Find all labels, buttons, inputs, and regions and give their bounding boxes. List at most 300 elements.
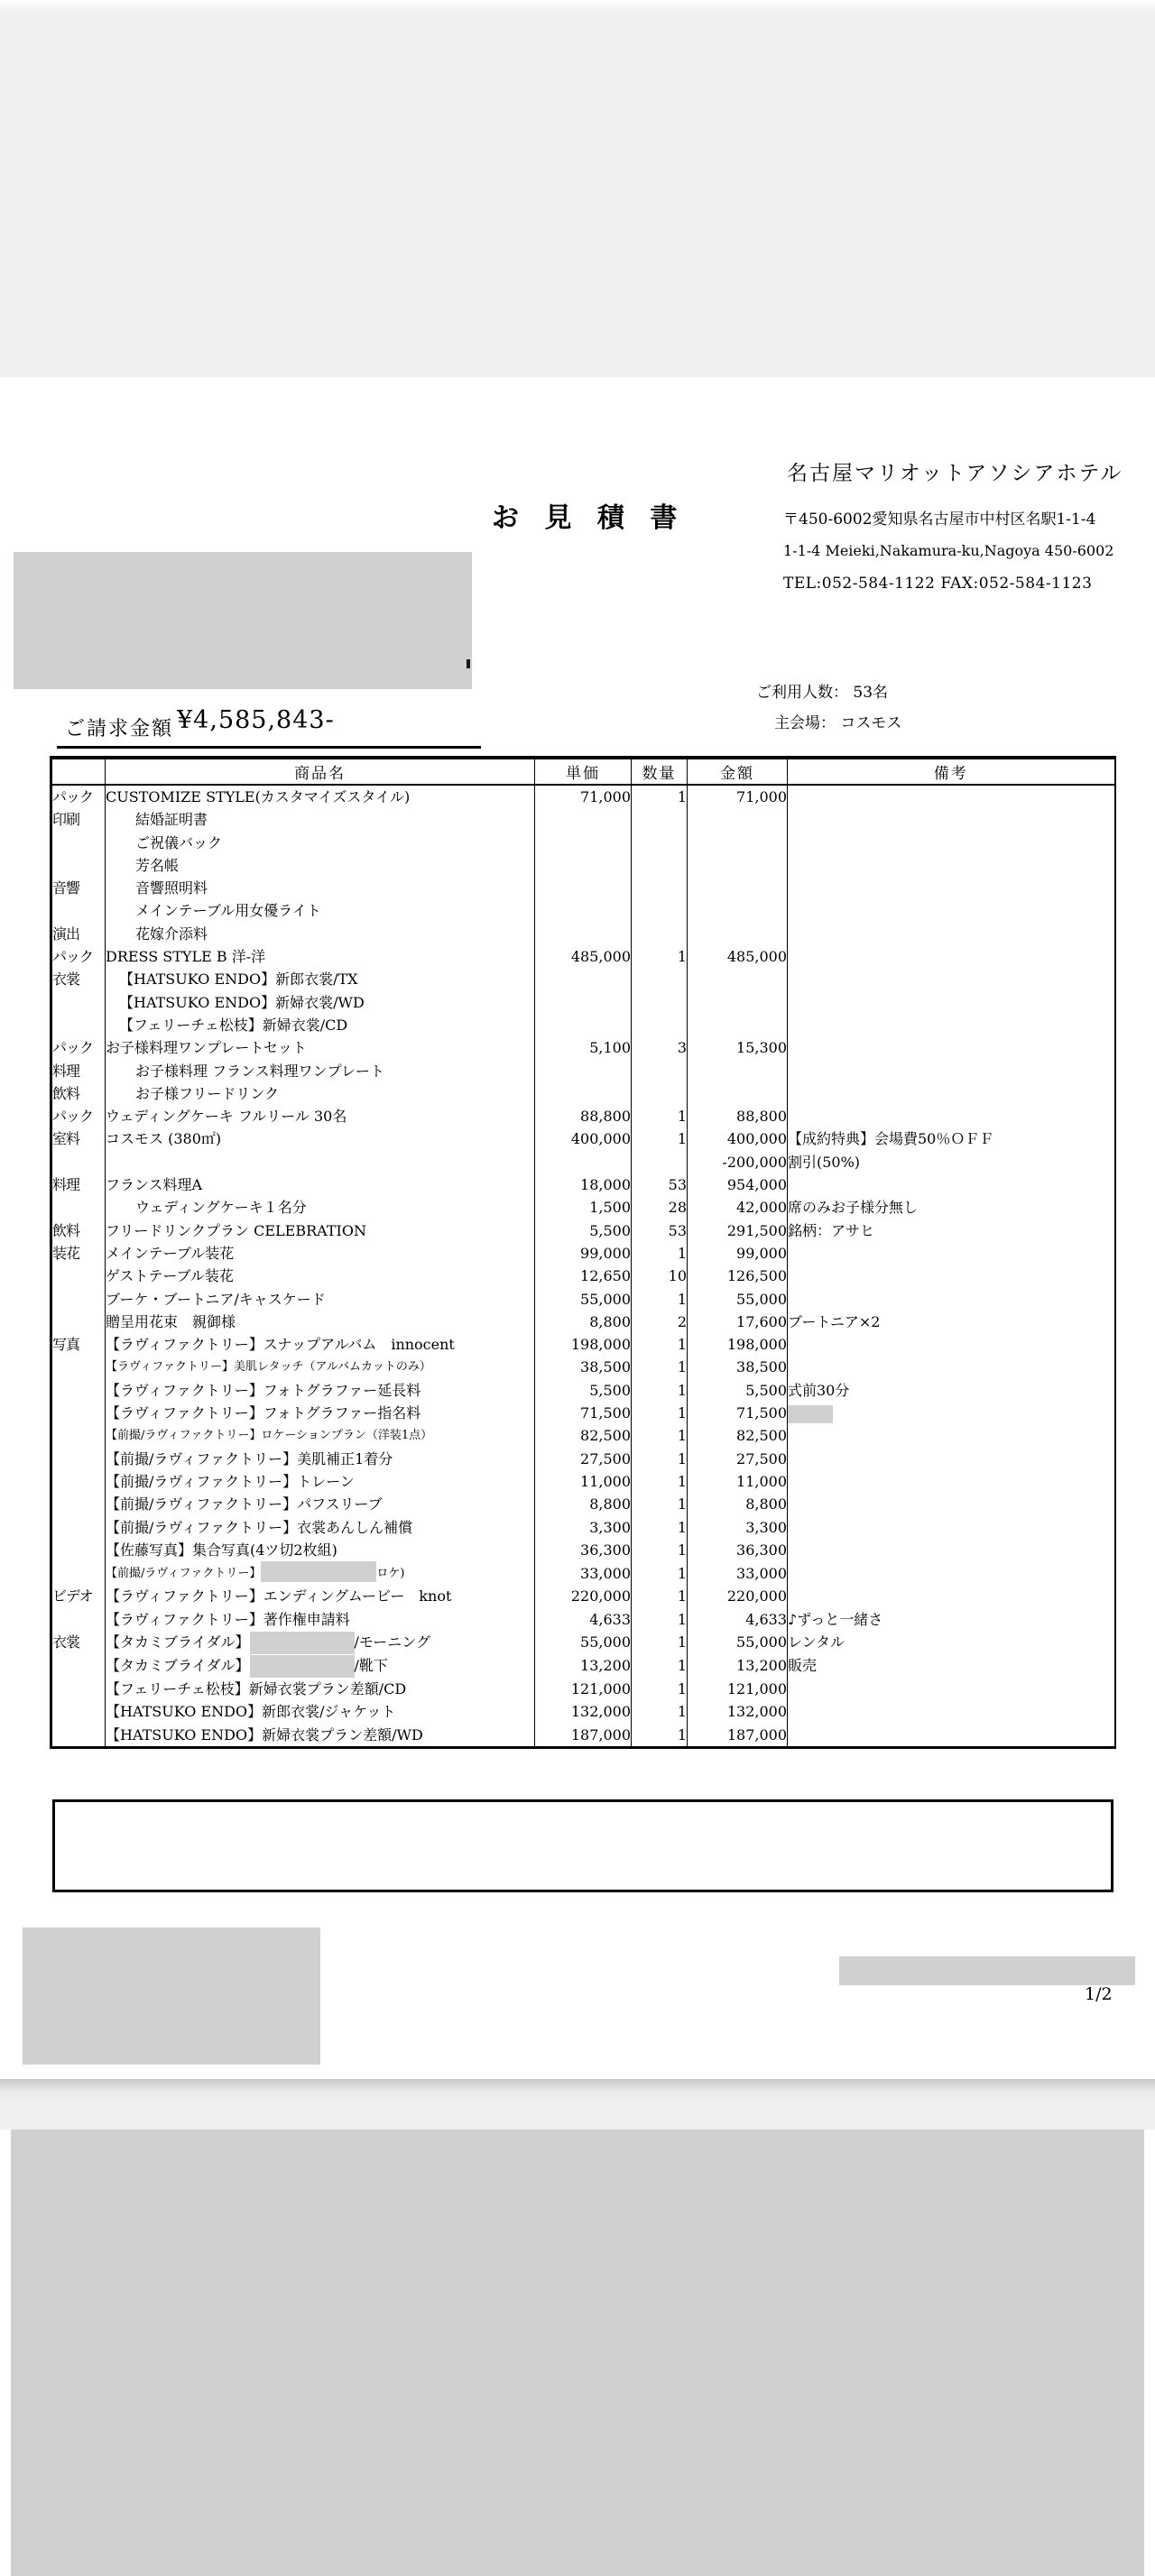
amount-cell: 121,000	[688, 1678, 788, 1700]
table-row	[51, 1654, 1115, 1678]
amount-cell: 400,000	[688, 1127, 788, 1150]
table-row	[51, 1608, 1115, 1631]
category-cell	[51, 1516, 106, 1539]
item-cell: フランス料理A	[106, 1173, 535, 1196]
category-cell	[51, 1678, 106, 1700]
unit-price-cell: 5,500	[535, 1219, 632, 1242]
quantity-cell	[632, 877, 688, 899]
remarks-cell	[788, 1288, 1115, 1311]
unit-price-cell	[535, 1151, 632, 1173]
category-cell: ビデオ	[52, 1587, 93, 1605]
quantity-cell: 1	[632, 1379, 688, 1402]
page-gap-band	[0, 2079, 1155, 2130]
quantity-cell: 3	[632, 1036, 688, 1059]
unit-price-cell	[535, 923, 632, 945]
amount-cell: 126,500	[688, 1265, 788, 1287]
unit-price-cell: 88,800	[535, 1105, 632, 1127]
category-cell	[51, 1700, 106, 1723]
category-cell: 室料	[52, 1130, 80, 1148]
quantity-cell	[632, 968, 688, 990]
amount-cell: -200,000	[688, 1151, 788, 1173]
item-cell: 【HATSUKO ENDO】新婦衣裳プラン差額/WD	[106, 1724, 535, 1748]
main-venue: 主会場： コスモス	[774, 714, 902, 732]
item-cell: メインテーブル装花	[106, 1242, 535, 1265]
amount-cell	[688, 877, 788, 899]
quantity-cell: 53	[632, 1173, 688, 1196]
unit-price-cell	[535, 1014, 632, 1036]
amount-cell: 42,000	[688, 1196, 788, 1219]
category-cell	[51, 1402, 106, 1424]
quantity-cell: 1	[632, 1333, 688, 1356]
item-cell: 【ラヴィファクトリー】美肌レタッチ（アルバムカットのみ）	[106, 1356, 535, 1378]
table-row	[51, 945, 1115, 968]
category-cell	[51, 1265, 106, 1287]
amount-cell: 71,000	[688, 785, 788, 808]
quantity-cell: 1	[632, 945, 688, 968]
item-cell: 【前撮/ラヴィファクトリー】パフスリーブ	[106, 1493, 535, 1515]
quantity-cell: 1	[632, 1724, 688, 1748]
quantity-cell: 1	[632, 1608, 688, 1631]
category-cell: パック	[52, 1108, 94, 1126]
category-cell	[51, 1379, 106, 1402]
unit-price-cell: 38,500	[535, 1356, 632, 1378]
amount-cell	[688, 968, 788, 990]
category-cell	[51, 854, 106, 877]
category-cell	[51, 1493, 106, 1515]
remarks-cell: 割引(50%)	[788, 1151, 1115, 1173]
amount-cell: 4,633	[688, 1608, 788, 1631]
table-row	[51, 1036, 1115, 1059]
quantity-cell: 2	[632, 1311, 688, 1333]
amount-cell: 291,500	[688, 1219, 788, 1242]
remarks-cell	[788, 1585, 1115, 1607]
item-cell: 贈呈用花束 親御様	[106, 1311, 535, 1333]
redacted-text	[250, 1655, 355, 1678]
table-row	[51, 1470, 1115, 1493]
header-unit-price: 単価	[535, 758, 632, 785]
header-remarks: 備考	[788, 758, 1115, 785]
remarks-cell	[788, 1448, 1115, 1470]
unit-price-cell: 8,800	[535, 1311, 632, 1333]
remarks-cell	[788, 854, 1115, 877]
amount-cell	[688, 808, 788, 831]
table-row	[51, 1242, 1115, 1265]
item-cell: ご祝儀バック	[106, 832, 535, 854]
unit-price-cell: 82,500	[535, 1424, 632, 1447]
remarks-cell	[788, 785, 1115, 808]
category-cell	[51, 1561, 106, 1585]
item-cell: 【フェリーチェ松枝】新婦衣裳プラン差額/CD	[106, 1678, 535, 1700]
quantity-cell: 28	[632, 1196, 688, 1219]
category-cell: 演出	[52, 925, 80, 943]
amount-cell: 3,300	[688, 1516, 788, 1539]
hotel-address-english: 1-1-4 Meieki,Nakamura-ku,Nagoya 450-6002	[783, 542, 1114, 559]
item-cell: 【前撮/ラヴィファクトリー】衣裳あんしん補償	[106, 1516, 535, 1539]
quantity-cell	[632, 1014, 688, 1036]
table-row	[51, 1082, 1115, 1105]
table-row	[51, 1151, 1115, 1173]
quantity-cell	[632, 1082, 688, 1105]
table-row	[51, 1014, 1115, 1036]
table-row	[51, 1219, 1115, 1242]
amount-cell: 485,000	[688, 945, 788, 968]
category-cell: 飲料	[52, 1221, 80, 1239]
table-row	[51, 1631, 1115, 1654]
table-row	[51, 1493, 1115, 1515]
header-category	[51, 758, 106, 785]
category-cell	[51, 1014, 106, 1036]
unit-price-cell	[535, 854, 632, 877]
category-cell: 飲料	[52, 1084, 80, 1102]
remarks-cell	[788, 1493, 1115, 1515]
remarks-cell: 式前30分	[788, 1379, 1115, 1402]
redaction-box-footer-left	[23, 1927, 320, 2065]
remarks-cell	[788, 1470, 1115, 1493]
item-cell: お子様料理 フランス料理ワンプレート	[106, 1060, 535, 1082]
unit-price-cell: 18,000	[535, 1173, 632, 1196]
item-cell: ゲストテーブル装花	[106, 1265, 535, 1287]
remarks-cell	[788, 968, 1115, 990]
category-cell: 衣裳	[52, 1633, 80, 1651]
estimate-table	[50, 756, 1116, 1749]
category-cell	[51, 832, 106, 854]
quantity-cell: 1	[632, 785, 688, 808]
category-cell: 料理	[52, 1062, 80, 1080]
hotel-tel-fax: TEL:052-584-1122 FAX:052-584-1123	[783, 575, 1093, 593]
remarks-cell: 銘柄：アサヒ	[788, 1219, 1115, 1242]
amount-cell: 8,800	[688, 1493, 788, 1515]
unit-price-cell: 485,000	[535, 945, 632, 968]
remarks-cell	[788, 1700, 1115, 1723]
redaction-box-footer-right	[839, 1956, 1135, 1985]
remarks-cell: レンタル	[788, 1631, 1115, 1654]
item-cell: メインテーブル用女優ライト	[106, 899, 535, 922]
item-cell: 音響照明料	[106, 877, 535, 899]
guest-count: ご利用人数： 53名	[756, 684, 889, 702]
unit-price-cell	[535, 877, 632, 899]
item-cell: 【ラヴィファクトリー】フォトグラファー延長料	[106, 1379, 535, 1402]
remarks-cell	[788, 1105, 1115, 1127]
amount-cell: 82,500	[688, 1424, 788, 1447]
table-row	[51, 877, 1115, 899]
table-row	[51, 899, 1115, 922]
table-row	[51, 1127, 1115, 1150]
page-title: お 見 積 書	[492, 502, 686, 534]
category-cell	[51, 1448, 106, 1470]
item-cell: 【ラヴィファクトリー】フォトグラファー指名料	[106, 1402, 535, 1424]
amount-cell	[688, 1060, 788, 1082]
table-row	[51, 991, 1115, 1014]
quantity-cell: 1	[632, 1654, 688, 1678]
quantity-cell	[632, 899, 688, 922]
item-cell: 【タカミブライダル】 /モーニング	[106, 1631, 535, 1654]
unit-price-cell: 8,800	[535, 1493, 632, 1515]
remarks-cell	[788, 923, 1115, 945]
unit-price-cell	[535, 808, 632, 831]
table-row	[51, 1516, 1115, 1539]
category-cell	[51, 1424, 106, 1447]
quantity-cell: 1	[632, 1700, 688, 1723]
ink-artifact	[467, 659, 470, 668]
table-row	[51, 923, 1115, 945]
table-row	[51, 1448, 1115, 1470]
unit-price-cell: 400,000	[535, 1127, 632, 1150]
category-cell: 音響	[52, 879, 80, 897]
remarks-cell	[788, 1060, 1115, 1082]
table-header-row	[51, 758, 1115, 785]
amount-cell	[688, 991, 788, 1014]
quantity-cell: 1	[632, 1470, 688, 1493]
amount-cell: 38,500	[688, 1356, 788, 1378]
unit-price-cell: 27,500	[535, 1448, 632, 1470]
item-cell: お子様フリードリンク	[106, 1082, 535, 1105]
remarks-cell	[788, 1356, 1115, 1378]
unit-price-cell: 71,000	[535, 785, 632, 808]
category-cell: 写真	[52, 1336, 80, 1354]
footer-notes-box	[52, 1799, 1113, 1892]
unit-price-cell: 71,500	[535, 1402, 632, 1424]
remarks-cell	[788, 1724, 1115, 1748]
category-cell: 衣裳	[52, 971, 80, 989]
unit-price-cell: 13,200	[535, 1654, 632, 1678]
remarks-cell	[788, 808, 1115, 831]
quantity-cell	[632, 832, 688, 854]
amount-cell	[688, 899, 788, 922]
table-row	[51, 1678, 1115, 1700]
quantity-cell	[632, 854, 688, 877]
amount-cell: 954,000	[688, 1173, 788, 1196]
unit-price-cell: 5,500	[535, 1379, 632, 1402]
amount-cell: 187,000	[688, 1724, 788, 1748]
header-item: 商品名	[106, 758, 535, 785]
table-row	[51, 1379, 1115, 1402]
quantity-cell: 1	[632, 1493, 688, 1515]
remarks-cell	[788, 1402, 1115, 1424]
remarks-cell	[788, 1678, 1115, 1700]
item-cell: 結婚証明書	[106, 808, 535, 831]
quantity-cell: 1	[632, 1105, 688, 1127]
unit-price-cell: 121,000	[535, 1678, 632, 1700]
remarks-cell	[788, 991, 1115, 1014]
table-row	[51, 808, 1115, 831]
amount-cell: 71,500	[688, 1402, 788, 1424]
quantity-cell: 1	[632, 1424, 688, 1447]
quantity-cell: 1	[632, 1402, 688, 1424]
unit-price-cell: 132,000	[535, 1700, 632, 1723]
unit-price-cell: 5,100	[535, 1036, 632, 1059]
amount-cell: 15,300	[688, 1036, 788, 1059]
item-cell: コスモス (380㎡)	[106, 1127, 535, 1150]
amount-cell	[688, 1082, 788, 1105]
category-cell: パック	[52, 948, 94, 966]
quantity-cell	[632, 1151, 688, 1173]
table-row	[51, 785, 1115, 808]
unit-price-cell: 12,650	[535, 1265, 632, 1287]
quantity-cell	[632, 923, 688, 945]
item-cell: 【タカミブライダル】 /靴下	[106, 1654, 535, 1678]
hotel-name: 名古屋マリオットアソシアホテル	[787, 462, 1123, 485]
amount-cell: 220,000	[688, 1585, 788, 1607]
category-cell	[51, 1724, 106, 1748]
unit-price-cell: 55,000	[535, 1288, 632, 1311]
table-row	[51, 1265, 1115, 1287]
redaction-box-page-2	[11, 2130, 1144, 2576]
category-cell	[51, 899, 106, 922]
amount-cell: 11,000	[688, 1470, 788, 1493]
quantity-cell: 1	[632, 1516, 688, 1539]
remarks-cell: 席のみお子様分無し	[788, 1196, 1115, 1219]
item-cell: 芳名帳	[106, 854, 535, 877]
quantity-cell: 1	[632, 1288, 688, 1311]
category-cell	[51, 1311, 106, 1333]
amount-cell: 132,000	[688, 1700, 788, 1723]
quantity-cell: 1	[632, 1631, 688, 1654]
unit-price-cell	[535, 991, 632, 1014]
table-row	[51, 1700, 1115, 1723]
amount-cell: 33,000	[688, 1561, 788, 1585]
amount-cell: 27,500	[688, 1448, 788, 1470]
redacted-text	[788, 1405, 833, 1423]
quantity-cell: 1	[632, 1242, 688, 1265]
remarks-cell	[788, 1265, 1115, 1287]
item-cell: 【ラヴィファクトリー】スナップアルバム innocent	[106, 1333, 535, 1356]
table-row	[51, 1311, 1115, 1333]
amount-cell: 198,000	[688, 1333, 788, 1356]
amount-cell: 99,000	[688, 1242, 788, 1265]
item-cell: 【前撮/ラヴィファクトリー】トレーン	[106, 1470, 535, 1493]
table-row	[51, 1356, 1115, 1378]
item-cell: 【ラヴィファクトリー】エンディングムービー knot	[106, 1585, 535, 1607]
quantity-cell	[632, 1060, 688, 1082]
remarks-cell	[788, 1014, 1115, 1036]
item-cell: 【フェリーチェ松枝】新婦衣裳/CD	[106, 1014, 535, 1036]
item-cell: 【前撮/ラヴィファクトリー】美肌補正1着分	[106, 1448, 535, 1470]
item-cell: 【HATSUKO ENDO】新婦衣裳/WD	[106, 991, 535, 1014]
remarks-cell	[788, 1539, 1115, 1561]
category-cell: 装花	[52, 1244, 80, 1262]
quantity-cell	[632, 991, 688, 1014]
unit-price-cell: 36,300	[535, 1539, 632, 1561]
top-margin-band	[0, 0, 1155, 377]
remarks-cell	[788, 1082, 1115, 1105]
redacted-text	[261, 1561, 376, 1582]
table-row	[51, 832, 1115, 854]
quantity-cell: 1	[632, 1539, 688, 1561]
redaction-box-customer	[14, 552, 472, 689]
item-cell: フリードリンクプラン CELEBRATION	[106, 1219, 535, 1242]
amount-cell	[688, 1014, 788, 1036]
category-cell	[51, 1196, 106, 1219]
unit-price-cell: 198,000	[535, 1333, 632, 1356]
page-number: 1/2	[1085, 1984, 1113, 2004]
item-cell: 【ラヴィファクトリー】著作権申請料	[106, 1608, 535, 1631]
unit-price-cell: 4,633	[535, 1608, 632, 1631]
unit-price-cell: 55,000	[535, 1631, 632, 1654]
item-cell: 【前撮/ラヴィファクトリー】 ロケ)	[106, 1561, 535, 1585]
header-qty: 数量	[632, 758, 688, 785]
table-row	[51, 1724, 1115, 1748]
item-cell: CUSTOMIZE STYLE(カスタマイズスタイル)	[106, 785, 535, 808]
billing-amount-label: ご請求金額	[65, 718, 174, 741]
category-cell	[51, 991, 106, 1014]
amount-cell	[688, 832, 788, 854]
remarks-cell	[788, 1333, 1115, 1356]
unit-price-cell: 11,000	[535, 1470, 632, 1493]
table-row	[51, 1196, 1115, 1219]
category-cell	[51, 1151, 106, 1173]
category-cell: パック	[52, 788, 94, 805]
amount-cell: 13,200	[688, 1654, 788, 1678]
remarks-cell	[788, 899, 1115, 922]
table-row	[51, 1402, 1115, 1424]
category-cell	[51, 1608, 106, 1631]
table-row	[51, 1060, 1115, 1082]
table-row	[51, 1561, 1115, 1585]
category-cell	[51, 1654, 106, 1678]
remarks-cell: ♪ずっと一緒さ	[788, 1608, 1115, 1631]
remarks-cell	[788, 945, 1115, 968]
table-row	[51, 1288, 1115, 1311]
remarks-cell	[788, 1516, 1115, 1539]
quantity-cell: 1	[632, 1448, 688, 1470]
item-cell: お子様料理ワンプレートセット	[106, 1036, 535, 1059]
remarks-cell	[788, 832, 1115, 854]
remarks-cell	[788, 1036, 1115, 1059]
table-row	[51, 968, 1115, 990]
unit-price-cell: 187,000	[535, 1724, 632, 1748]
quantity-cell: 1	[632, 1678, 688, 1700]
category-cell: 料理	[52, 1176, 80, 1194]
remarks-cell: ブートニア×2	[788, 1311, 1115, 1333]
remarks-cell	[788, 1173, 1115, 1196]
item-cell: ウェディングケーキ フルリール 30名	[106, 1105, 535, 1127]
unit-price-cell: 99,000	[535, 1242, 632, 1265]
item-cell: ブーケ・ブートニア/キャスケード	[106, 1288, 535, 1311]
table-row	[51, 1333, 1115, 1356]
quantity-cell: 1	[632, 1356, 688, 1378]
unit-price-cell	[535, 1082, 632, 1105]
table-row	[51, 854, 1115, 877]
remarks-cell: 【成約特典】会場費50％ＯＦＦ	[788, 1127, 1115, 1150]
item-cell: 【HATSUKO ENDO】新郎衣裳/ジャケット	[106, 1700, 535, 1723]
remarks-cell	[788, 1561, 1115, 1585]
item-cell	[106, 1151, 535, 1173]
amount-cell	[688, 923, 788, 945]
unit-price-cell: 220,000	[535, 1585, 632, 1607]
quantity-cell	[632, 808, 688, 831]
header-amount: 金額	[688, 758, 788, 785]
unit-price-cell: 3,300	[535, 1516, 632, 1539]
category-cell: パック	[52, 1039, 94, 1057]
unit-price-cell	[535, 1060, 632, 1082]
remarks-cell	[788, 1424, 1115, 1447]
category-cell	[51, 1288, 106, 1311]
item-cell: 花嫁介添料	[106, 923, 535, 945]
quantity-cell: 53	[632, 1219, 688, 1242]
item-cell: DRESS STYLE B 洋-洋	[106, 945, 535, 968]
amount-cell	[688, 854, 788, 877]
category-cell	[51, 1539, 106, 1561]
table-row	[51, 1424, 1115, 1447]
estimate-table-body	[51, 785, 1115, 1747]
unit-price-cell	[535, 968, 632, 990]
remarks-cell	[788, 1242, 1115, 1265]
amount-cell: 55,000	[688, 1631, 788, 1654]
amount-cell: 36,300	[688, 1539, 788, 1561]
quantity-cell: 1	[632, 1127, 688, 1150]
remarks-cell: 販売	[788, 1654, 1115, 1678]
amount-cell: 17,600	[688, 1311, 788, 1333]
